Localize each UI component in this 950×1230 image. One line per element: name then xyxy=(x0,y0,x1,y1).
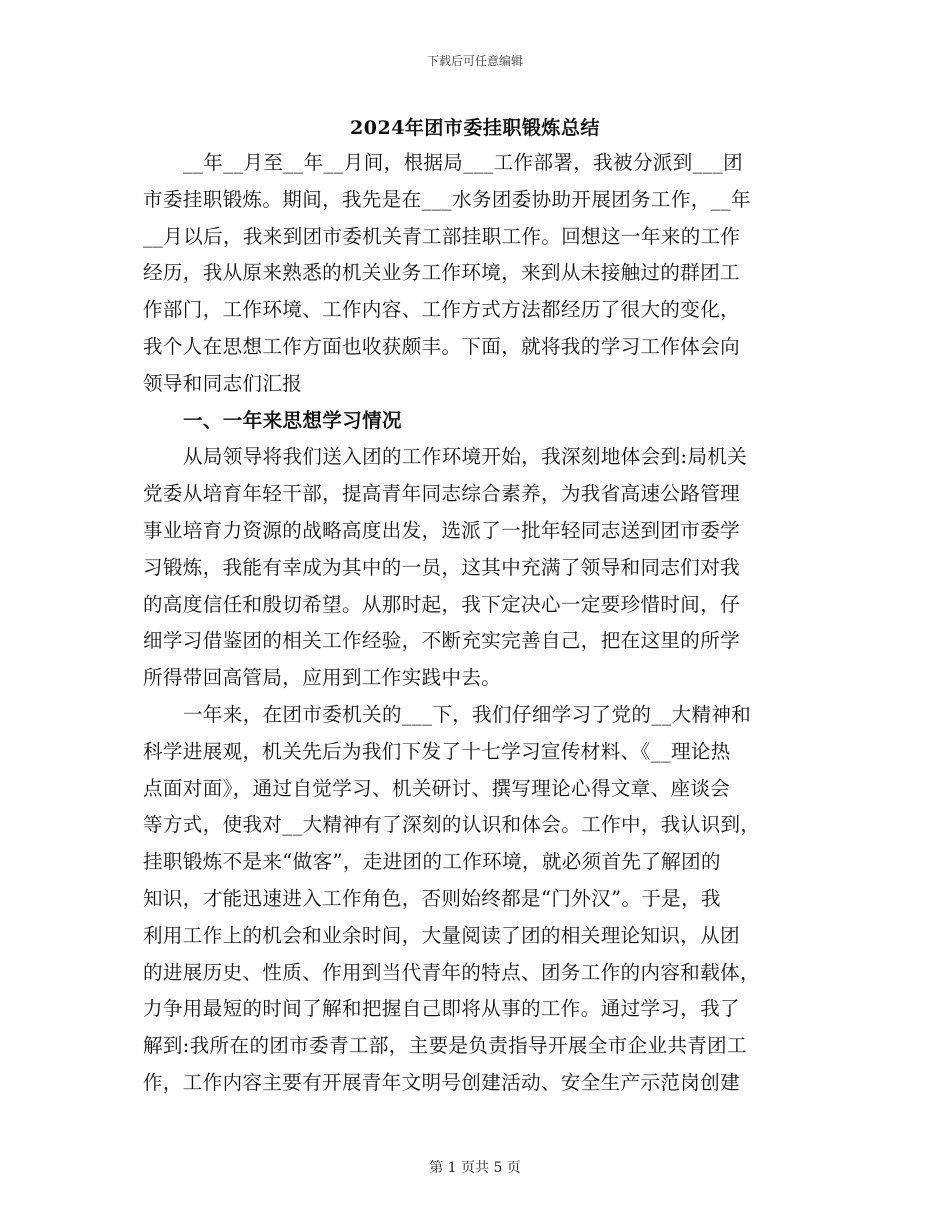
paragraph-line: 细学习借鉴团的相关工作经验，不断充实完善自己，把在这里的所学 xyxy=(143,629,741,653)
paragraph-line: 经历，我从原来熟悉的机关业务工作环境，来到从未接触过的群团工 xyxy=(143,261,741,285)
paragraph-line: 党委从培育年轻干部，提高青年同志综合素养，为我省高速公路管理 xyxy=(143,482,741,506)
document-body xyxy=(143,145,805,1102)
paragraph-line: 的高度信任和殷切希望。从那时起，我下定决心一定要珍惜时间，仔 xyxy=(143,592,741,616)
paragraph-line: 作，工作内容主要有开展青年文明号创建活动、安全生产示范岗创建 xyxy=(143,1070,741,1094)
paragraph-line: 的进展历史、性质、作用到当代青年的特点、团务工作的内容和载体， xyxy=(143,960,760,984)
paragraph-line: 解到:我所在的团市委青工部，主要是负责指导开展全市企业共青团工 xyxy=(143,1034,747,1058)
paragraph-line: 所得带回高管局，应用到工作实践中去。 xyxy=(143,666,502,690)
paragraph-line: 等方式，使我对__大精神有了深刻的认识和体会。工作中，我认识到， xyxy=(143,813,761,837)
paragraph-line: 作部门，工作环境、工作内容、工作方式方法都经历了很大的变化， xyxy=(143,298,741,322)
paragraph-line: 力争用最短的时间了解和把握自己即将从事的工作。通过学习，我了 xyxy=(143,997,741,1021)
paragraph-line: 利用工作上的机会和业余时间，大量阅读了团的相关理论知识，从团 xyxy=(143,923,741,947)
paragraph-line: 从局领导将我们送入团的工作环境开始，我深刻地体会到:局机关 xyxy=(183,445,748,469)
paragraph-line: 一年来，在团市委机关的___下，我们仔细学习了党的__大精神和 xyxy=(183,702,752,726)
paragraph-line: 领导和同志们汇报 xyxy=(143,371,303,395)
document-title: 2024年团市委挂职锻炼总结 xyxy=(350,117,600,139)
page-number: 第 1 页共 5 页 xyxy=(429,1160,521,1176)
section-heading: 一、一年来思想学习情况 xyxy=(183,408,402,432)
paragraph-line: 我个人在思想工作方面也收获颇丰。下面，就将我的学习工作体会向 xyxy=(143,334,741,358)
paragraph-line: __年__月至__年__月间，根据局___工作部署，我被分派到___团 xyxy=(183,151,744,174)
paragraph-line: 习锻炼，我能有幸成为其中的一员，这其中充满了领导和同志们对我 xyxy=(143,555,741,579)
paragraph-line: 知识，才能迅速进入工作角色，否则始终都是“门外汉”。于是，我 xyxy=(143,886,721,910)
paragraph-line: 科学进展观，机关先后为我们下发了十七学习宣传材料、《__理论热 xyxy=(143,739,731,763)
download-note: 下载后可任意编辑 xyxy=(426,54,523,68)
paragraph-line: 事业培育力资源的战略高度出发，选派了一批年轻同志送到团市委学 xyxy=(143,518,741,542)
paragraph-line: 市委挂职锻炼。期间，我先是在___水务团委协助开展团务工作，__年 xyxy=(143,187,751,211)
paragraph-line: 挂职锻炼不是来“做客”，走进团的工作环境，就必须首先了解团的 xyxy=(143,850,721,874)
paragraph-line: 点面对面》，通过自觉学习、机关研讨、撰写理论心得文章、座谈会 xyxy=(143,776,731,800)
paragraph-line: __月以后，我来到团市委机关青工部挂职工作。回想这一年来的工作 xyxy=(143,224,741,248)
